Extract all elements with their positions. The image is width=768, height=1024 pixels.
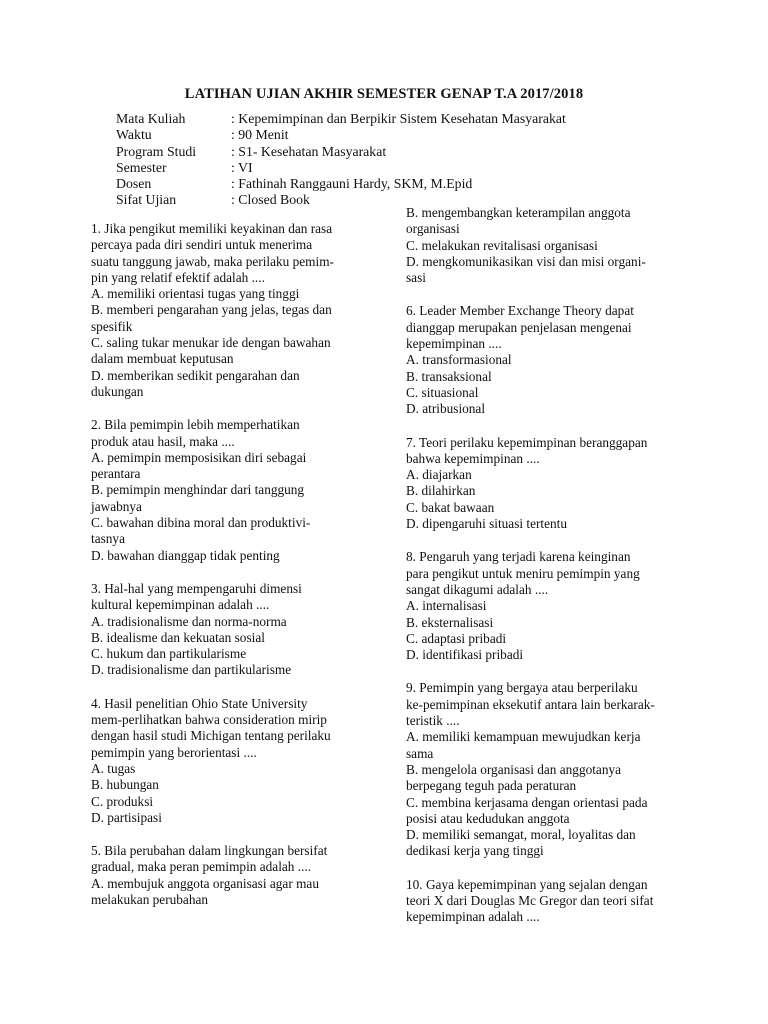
option-line: C. bakat bawaan [406, 499, 495, 515]
option-b [91, 630, 367, 646]
option-line: B. pemimpin menghindar dari tanggung [91, 482, 305, 498]
question-9 [406, 680, 688, 859]
option-line: tasnya [91, 531, 125, 547]
option-line: B. mengelola organisasi dan anggotanya [406, 761, 622, 777]
option-a [406, 729, 688, 762]
question-line: kepemimpinan adalah .... [406, 909, 540, 925]
question-3 [91, 581, 367, 679]
option-line: C. saling tukar menukar ide dengan bawahan [91, 335, 331, 351]
option-a [406, 467, 688, 483]
option-line: B. hubungan [91, 777, 159, 793]
option-c [406, 500, 688, 516]
option-line: B. memberi pengarahan yang jelas, tegas dan [91, 302, 332, 318]
question-7 [406, 435, 688, 533]
info-label: Waktu [116, 127, 152, 143]
option-line: C. bawahan dibina moral dan produktivi- [91, 515, 311, 531]
option-a [406, 598, 688, 614]
question-8 [406, 549, 688, 663]
option-line: A. memiliki kemampuan mewujudkan kerja [406, 729, 641, 745]
info-label: Program Studi [116, 143, 197, 159]
question-line: 9. Pemimpin yang bergaya atau berperilaku [406, 680, 638, 696]
option-d [91, 810, 367, 826]
option-line: A. diajarkan [406, 467, 472, 483]
exam-title: LATIHAN UJIAN AKHIR SEMESTER GENAP T.A 2017/2018 [184, 86, 584, 102]
question-line: teori X dari Douglas Mc Gregor dan teori sifat [406, 892, 654, 908]
question-line: 6. Leader Member Exchange Theory dapat [406, 303, 634, 319]
question-text [406, 680, 688, 729]
option-line: melakukan perubahan [91, 891, 209, 907]
option-c [91, 794, 367, 810]
option-line: berpegang teguh pada peraturan [406, 778, 577, 794]
left-column [91, 221, 367, 925]
option-c [406, 385, 688, 401]
option-line: D. dipengaruhi situasi tertentu [406, 516, 568, 532]
option-line: B. idealisme dan kekuatan sosial [91, 629, 265, 645]
option-a [91, 876, 367, 909]
option-b [91, 302, 367, 335]
right-column [406, 205, 688, 943]
option-b [406, 205, 688, 238]
question-line: pemimpin yang berorientasi .... [91, 744, 257, 760]
info-value: : Kepemimpinan dan Berpikir Sistem Kesehatan Masyarakat [231, 111, 566, 126]
option-line: organisasi [406, 221, 460, 237]
option-line: A. tugas [91, 760, 136, 776]
question-line: mem-perlihatkan bahwa consideration mirip [91, 712, 327, 728]
option-line: B. eksternalisasi [406, 614, 494, 630]
option-line: D. memiliki semangat, moral, loyalitas dan [406, 827, 636, 843]
option-d [406, 254, 688, 287]
question-6 [406, 303, 688, 417]
question-line: produk atau hasil, maka .... [91, 433, 235, 449]
option-b [406, 369, 688, 385]
exam-info [116, 111, 566, 209]
option-line: A. internalisasi [406, 598, 487, 614]
question-line: 5. Bila perubahan dalam lingkungan bersifat [91, 843, 328, 859]
info-value: : 90 Menit [231, 127, 289, 143]
question-line: kultural kepemimpinan adalah .... [91, 597, 270, 613]
option-line: jawabnya [91, 498, 142, 514]
option-line: spesifik [91, 318, 133, 334]
option-d [91, 548, 367, 564]
info-label: Mata Kuliah [116, 111, 186, 126]
question-line: 3. Hal-hal yang mempengaruhi dimensi [91, 580, 302, 596]
option-line: C. melakukan revitalisasi organisasi [406, 237, 598, 253]
option-c [406, 631, 688, 647]
question-line: kepemimpinan .... [406, 336, 502, 352]
option-line: D. bawahan dianggap tidak penting [91, 547, 280, 563]
question-text [91, 843, 367, 876]
option-a [91, 614, 367, 630]
option-line: C. hukum dan partikularisme [91, 646, 247, 662]
option-d [406, 827, 688, 860]
question-line: bahwa kepemimpinan .... [406, 450, 540, 466]
question-line: suatu tanggung jawab, maka perilaku pemim- [91, 253, 334, 269]
question-line: gradual, maka peran pemimpin adalah .... [91, 859, 312, 875]
info-label: Sifat Ujian [116, 192, 177, 208]
option-d [406, 401, 688, 417]
option-a [406, 352, 688, 368]
question-line: percaya pada diri sendiri untuk menerima [91, 237, 313, 253]
option-line: dukungan [91, 383, 144, 399]
option-line: C. produksi [91, 793, 154, 809]
question-line: teristik .... [406, 713, 460, 729]
option-line: D. identifikasi pribadi [406, 647, 524, 663]
question-line: 10. Gaya kepemimpinan yang sejalan dengan [406, 876, 648, 892]
question-text [406, 303, 688, 352]
option-b [406, 762, 688, 795]
option-c [406, 795, 688, 828]
question-line: 7. Teori perilaku kepemimpinan beranggapan [406, 434, 648, 450]
info-value: : S1- Kesehatan Masyarakat [231, 143, 387, 159]
option-b [91, 777, 367, 793]
option-d [406, 647, 688, 663]
info-value: : VI [231, 159, 253, 175]
question-line: para pengikut untuk meniru pemimpin yang [406, 565, 640, 581]
option-b [406, 615, 688, 631]
option-line: perantara [91, 466, 141, 482]
question-2 [91, 417, 367, 564]
option-line: D. atribusional [406, 401, 486, 417]
question-line: 2. Bila pemimpin lebih memperhatikan [91, 417, 300, 433]
question-5 [91, 843, 367, 908]
option-line: B. transaksional [406, 368, 492, 384]
option-line: A. membujuk anggota organisasi agar mau [91, 875, 319, 891]
option-a [91, 450, 367, 483]
question-line: pin yang relatif efektif adalah .... [91, 269, 265, 285]
question-line: ke-pemimpinan eksekutif antara lain berkarak- [406, 696, 655, 712]
option-line: dedikasi kerja yang tinggi [406, 843, 544, 859]
question-line: sangat dikagumi adalah .... [406, 581, 549, 597]
option-c [91, 646, 367, 662]
question-line: 1. Jika pengikut memiliki keyakinan dan rasa [91, 221, 333, 236]
info-row [116, 176, 566, 192]
option-line: C. adaptasi pribadi [406, 630, 507, 646]
option-d [91, 662, 367, 678]
question-line: 8. Pengaruh yang terjadi karena keinginan [406, 549, 631, 565]
question-text [91, 221, 367, 286]
question-5-continued [406, 205, 688, 286]
info-row [116, 127, 566, 143]
option-line: posisi atau kedudukan anggota [406, 810, 570, 826]
question-text [91, 696, 367, 761]
option-line: B. mengembangkan keterampilan anggota [406, 205, 631, 220]
option-b [91, 482, 367, 515]
info-row [116, 144, 566, 160]
option-c [91, 515, 367, 548]
question-text [406, 435, 688, 468]
question-line: dianggap merupakan penjelasan mengenai [406, 319, 632, 335]
option-line: C. situasional [406, 384, 479, 400]
option-line: A. transformasional [406, 352, 512, 368]
option-line: sama [406, 745, 434, 761]
question-1 [91, 221, 367, 400]
option-line: A. tradisionalisme dan norma-norma [91, 613, 287, 629]
info-value: : Closed Book [231, 192, 310, 208]
option-d [406, 516, 688, 532]
question-line: dengan hasil studi Michigan tentang perilaku [91, 728, 331, 744]
info-value: : Fathinah Ranggauni Hardy, SKM, M.Epid [231, 176, 473, 192]
option-b [406, 483, 688, 499]
option-line: D. partisipasi [91, 809, 162, 825]
question-text [406, 877, 688, 926]
option-line: dalam membuat keputusan [91, 351, 234, 367]
option-line: A. memiliki orientasi tugas yang tinggi [91, 286, 300, 302]
question-text [406, 549, 688, 598]
option-d [91, 368, 367, 401]
info-label: Semester [116, 159, 167, 175]
question-10 [406, 877, 688, 926]
info-row [116, 160, 566, 176]
option-a [91, 286, 367, 302]
option-line: A. pemimpin memposisikan diri sebagai [91, 449, 307, 465]
option-c [406, 238, 688, 254]
info-row [116, 111, 566, 127]
option-line: D. tradisionalisme dan partikularisme [91, 662, 292, 678]
option-a [91, 761, 367, 777]
question-text [91, 581, 367, 614]
option-line: B. dilahirkan [406, 483, 476, 499]
option-line: C. membina kerjasama dengan orientasi pada [406, 794, 648, 810]
question-text [91, 417, 367, 450]
question-4 [91, 696, 367, 826]
option-line: D. memberikan sedikit pengarahan dan [91, 367, 300, 383]
option-line: sasi [406, 270, 426, 286]
option-c [91, 335, 367, 368]
info-label: Dosen [116, 176, 152, 192]
option-line: D. mengkomunikasikan visi dan misi organi- [406, 253, 646, 269]
question-line: 4. Hasil penelitian Ohio State University [91, 695, 308, 711]
